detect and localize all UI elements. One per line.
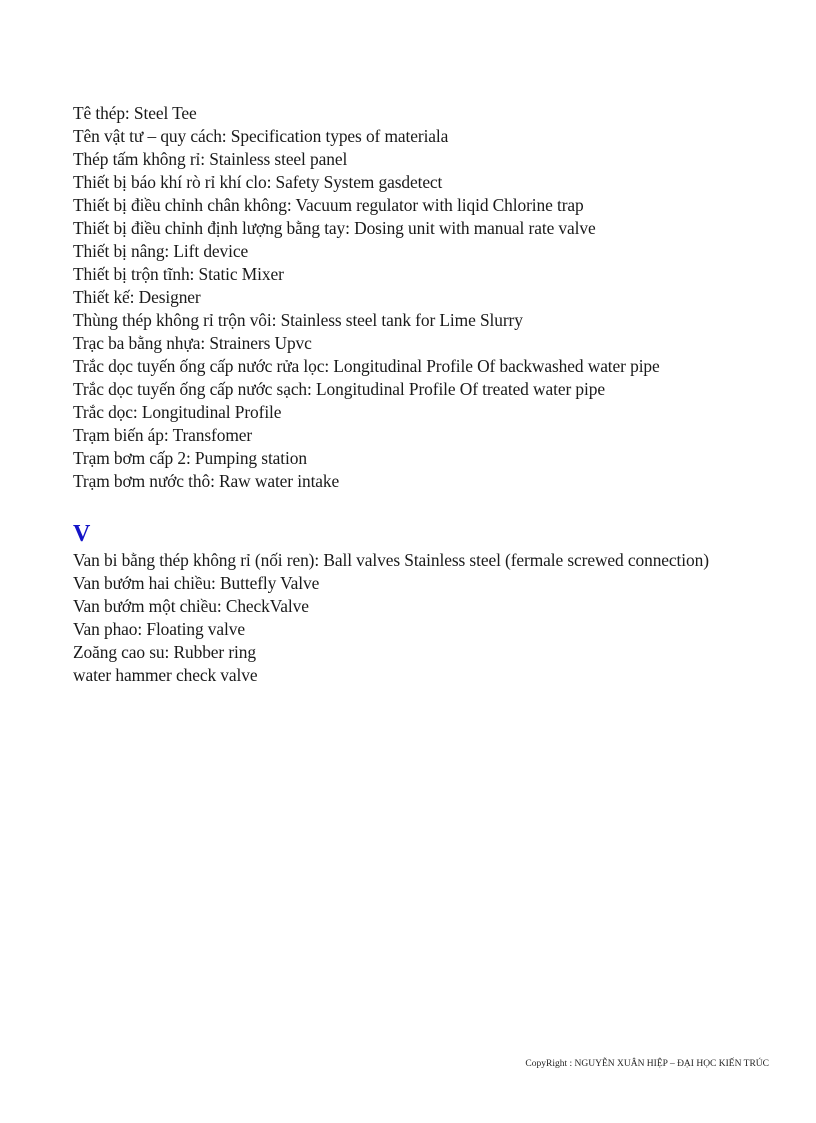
glossary-entry: Thiết kế: Designer (73, 287, 201, 307)
glossary-entry: Tên vật tư – quy cách: Specification types of materiala (73, 126, 449, 146)
glossary-entry: Trạm bơm nước thô: Raw water intake (73, 471, 340, 491)
glossary-entry: Van bướm hai chiều: Buttefly Valve (73, 573, 320, 593)
glossary-entry: Trạm biến áp: Transfomer (73, 425, 253, 445)
glossary-list-v (73, 549, 803, 687)
glossary-entry: Van bi bằng thép không rỉ (nối ren): Ball valves Stainless steel (fermale screwed connection) (73, 550, 709, 570)
glossary-entry: Trắc dọc tuyến ống cấp nước sạch: Longitudinal Profile Of treated water pipe (73, 379, 605, 399)
glossary-entry: Thép tấm không rỉ: Stainless steel panel (73, 149, 348, 169)
glossary-entry: Thiết bị điều chỉnh chân không: Vacuum regulator with liqid Chlorine trap (73, 195, 584, 215)
glossary-entry: Trắc dọc tuyến ống cấp nước rửa lọc: Longitudinal Profile Of backwashed water pipe (73, 356, 660, 376)
glossary-entry: Trạm bơm cấp 2: Pumping station (73, 448, 307, 468)
glossary-entry: Trắc dọc: Longitudinal Profile (73, 402, 282, 422)
glossary-entry: Thiết bị nâng: Lift device (73, 241, 249, 261)
copyright-footer: CopyRight : NGUYỄN XUÂN HIỆP – ĐẠI HỌC KIẾN TRÚC (525, 1059, 769, 1069)
glossary-entry: water hammer check valve (73, 665, 258, 685)
glossary-entry: Thiết bị báo khí rò rỉ khí clo: Safety System gasdetect (73, 172, 443, 192)
glossary-list-t (73, 102, 803, 493)
glossary-entry: Van bướm một chiều: CheckValve (73, 596, 309, 616)
glossary-entry: Thiết bị điều chỉnh định lượng bằng tay: Dosing unit with manual rate valve (73, 218, 596, 238)
glossary-entry: Thùng thép không rỉ trộn vôi: Stainless steel tank for Lime Slurry (73, 310, 523, 330)
glossary-entry: Tê thép: Steel Tee (73, 103, 197, 123)
section-heading-v: V (73, 521, 91, 547)
glossary-entry: Zoăng cao su: Rubber ring (73, 642, 256, 662)
glossary-entry: Van phao: Floating valve (73, 619, 245, 639)
glossary-entry: Trạc ba bằng nhựa: Strainers Upvc (73, 333, 312, 353)
glossary-entry: Thiết bị trộn tĩnh: Static Mixer (73, 264, 284, 284)
